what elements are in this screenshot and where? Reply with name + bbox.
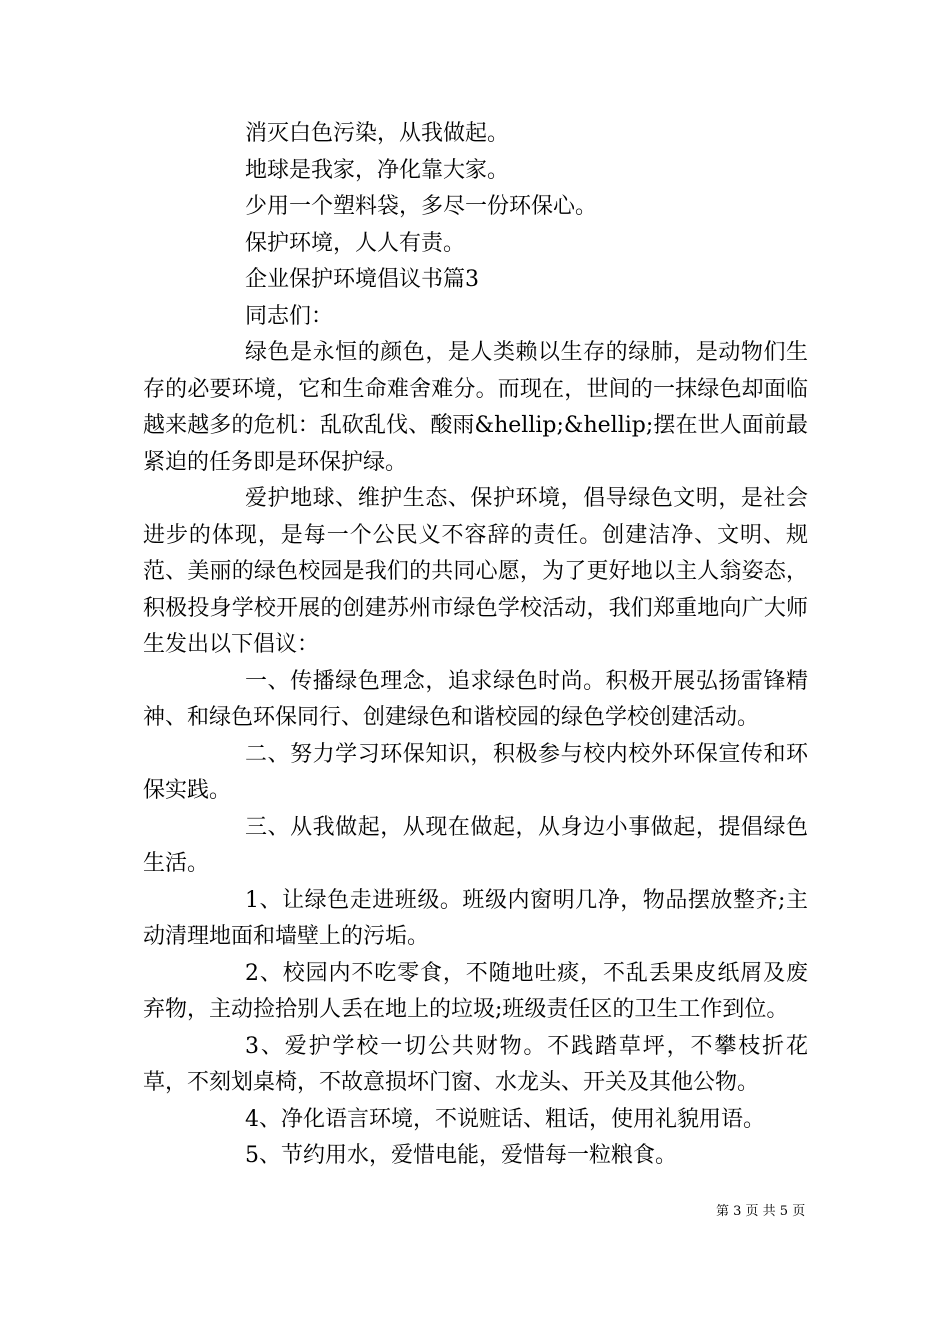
salutation: 同志们： xyxy=(245,303,334,329)
page-number-footer: 第 3 页 共 5 页 xyxy=(716,1204,806,1219)
list-item: 5、节约用水，爱惜电能，爱惜每一粒粮食。 xyxy=(245,1143,677,1168)
list-item: 4、净化语言环境，不说赃话、粗话，使用礼貌用语。 xyxy=(245,1106,765,1132)
paragraph: 三、从我做起，从现在做起，从身边小事做起，提倡绿色生活。 xyxy=(143,814,808,876)
list-item: 3、爱护学校一切公共财物。不践踏草坪，不攀枝折花草，不刻划桌椅，不故意损坏门窗、水龙头、开关及其他公物。 xyxy=(143,1033,808,1095)
slogan-line: 消灭白色污染，从我做起。 xyxy=(245,121,510,146)
paragraph: 绿色是永恒的颜色，是人类赖以生存的绿肺，是动物们生存的必要环境，它和生命难舍难分。而现在，世间的一抹绿色却面临越来越多的危机：乱砍乱伐、酸雨&hellip;&hellip;摆在世人面前最紧迫的任务即是环保护绿。 xyxy=(143,340,808,475)
list-item: 1、让绿色走进班级。班级内窗明几净，物品摆放整齐;主动清理地面和墙壁上的污垢。 xyxy=(143,887,808,949)
document-body xyxy=(143,116,808,1175)
section-heading: 企业保护环境倡议书篇3 xyxy=(245,267,479,292)
slogan-line: 地球是我家，净化靠大家。 xyxy=(245,157,510,183)
paragraph: 一、传播绿色理念，追求绿色时尚。积极开展弘扬雷锋精神、和绿色环保同行、创建绿色和谐校园的绿色学校创建活动。 xyxy=(143,668,808,730)
slogan-line: 保护环境，人人有责。 xyxy=(245,230,466,256)
list-item: 2、校园内不吃零食，不随地吐痰，不乱丢果皮纸屑及废弃物，主动捡拾别人丢在地上的垃圾;班级责任区的卫生工作到位。 xyxy=(143,960,808,1022)
slogan-line: 少用一个塑料袋，多尽一份环保心。 xyxy=(245,194,598,219)
paragraph: 二、努力学习环保知识，积极参与校内校外环保宣传和环保实践。 xyxy=(143,741,808,803)
paragraph: 爱护地球、维护生态、保护环境，倡导绿色文明，是社会进步的体现，是每一个公民义不容辞的责任。创建洁净、文明、规范、美丽的绿色校园是我们的共同心愿，为了更好地以主人翁姿态，积极投身学校开展的创建苏州市绿色学校活动，我们郑重地向广大师生发出以下倡议： xyxy=(143,486,808,657)
